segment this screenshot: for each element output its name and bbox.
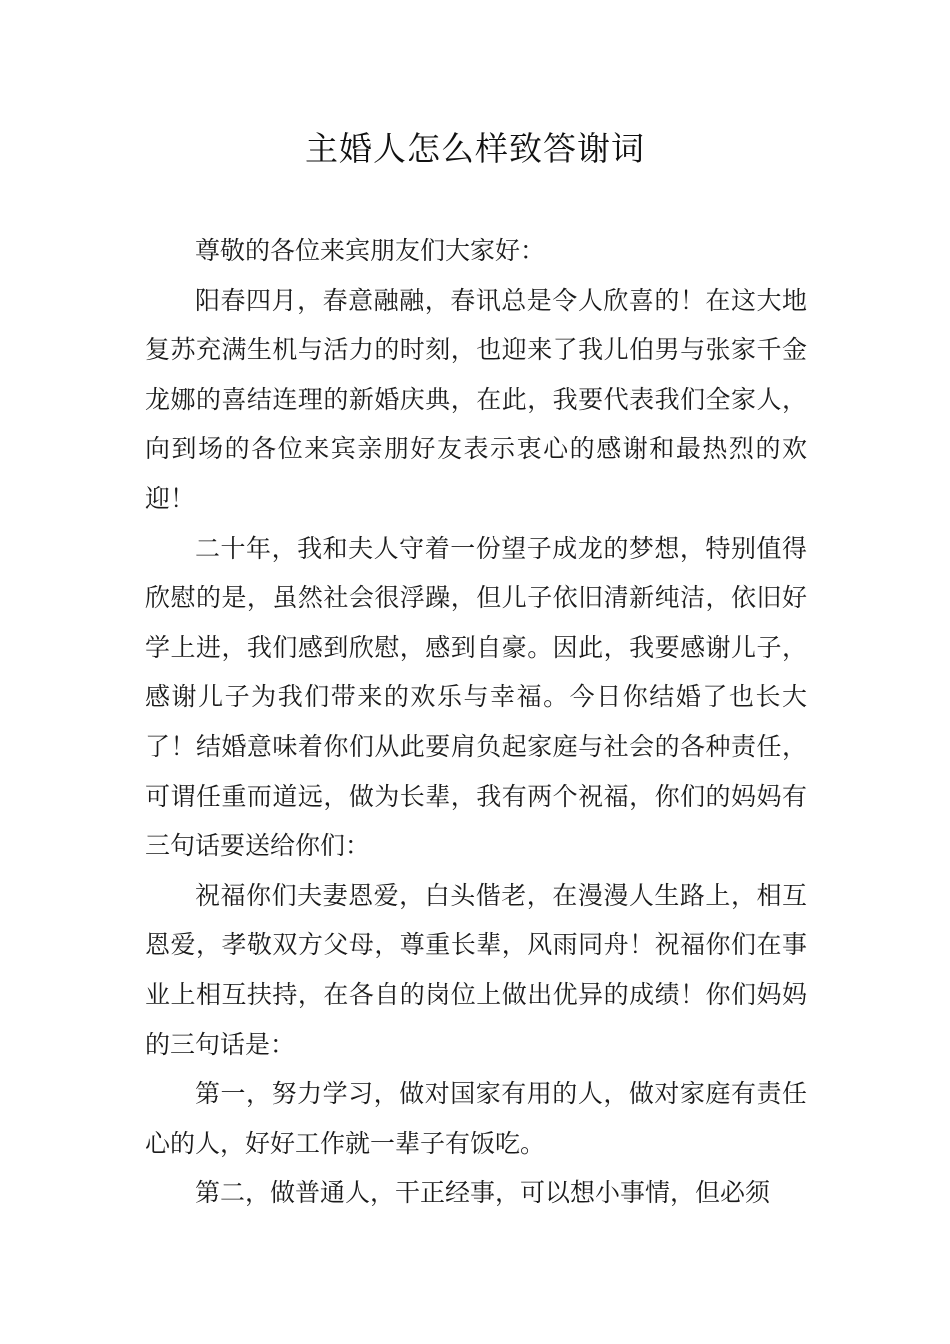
paragraph: 祝福你们夫妻恩爱，白头偕老，在漫漫人生路上，相互恩爱，孝敬双方父母，尊重长辈，风雨同舟！祝福你们在事业上相互扶持，在各自的岗位上做出优异的成绩！你们妈妈的三句话是：	[145, 880, 807, 1059]
document-title: 主婚人怎么样致答谢词	[305, 129, 645, 168]
paragraph: 第二，做普通人，干正经事，可以想小事情，但必须	[195, 1178, 771, 1208]
paragraph: 阳春四月，春意融融，春讯总是令人欣喜的！在这大地复苏充满生机与活力的时刻，也迎来了我儿伯男与张家千金龙娜的喜结连理的新婚庆典，在此，我要代表我们全家人，向到场的各位来宾亲朋好友表示衷心的感谢和最热烈的欢迎！	[145, 285, 807, 513]
document-body	[145, 226, 807, 1218]
paragraph: 第一，努力学习，做对国家有用的人，做对家庭有责任心的人，好好工作就一辈子有饭吃。	[145, 1079, 807, 1158]
paragraph-greeting: 尊敬的各位来宾朋友们大家好：	[195, 236, 546, 265]
paragraph: 二十年，我和夫人守着一份望子成龙的梦想，特别值得欣慰的是，虽然社会很浮躁，但儿子依旧清新纯洁，依旧好学上进，我们感到欣慰，感到自豪。因此，我要感谢儿子，感谢儿子为我们带来的欢乐与幸福。今日你结婚了也长大了！结婚意味着你们从此要肩负起家庭与社会的各种责任，可谓任重而道远，做为长辈，我有两个祝福，你们的妈妈有三句话要送给你们：	[145, 533, 807, 861]
